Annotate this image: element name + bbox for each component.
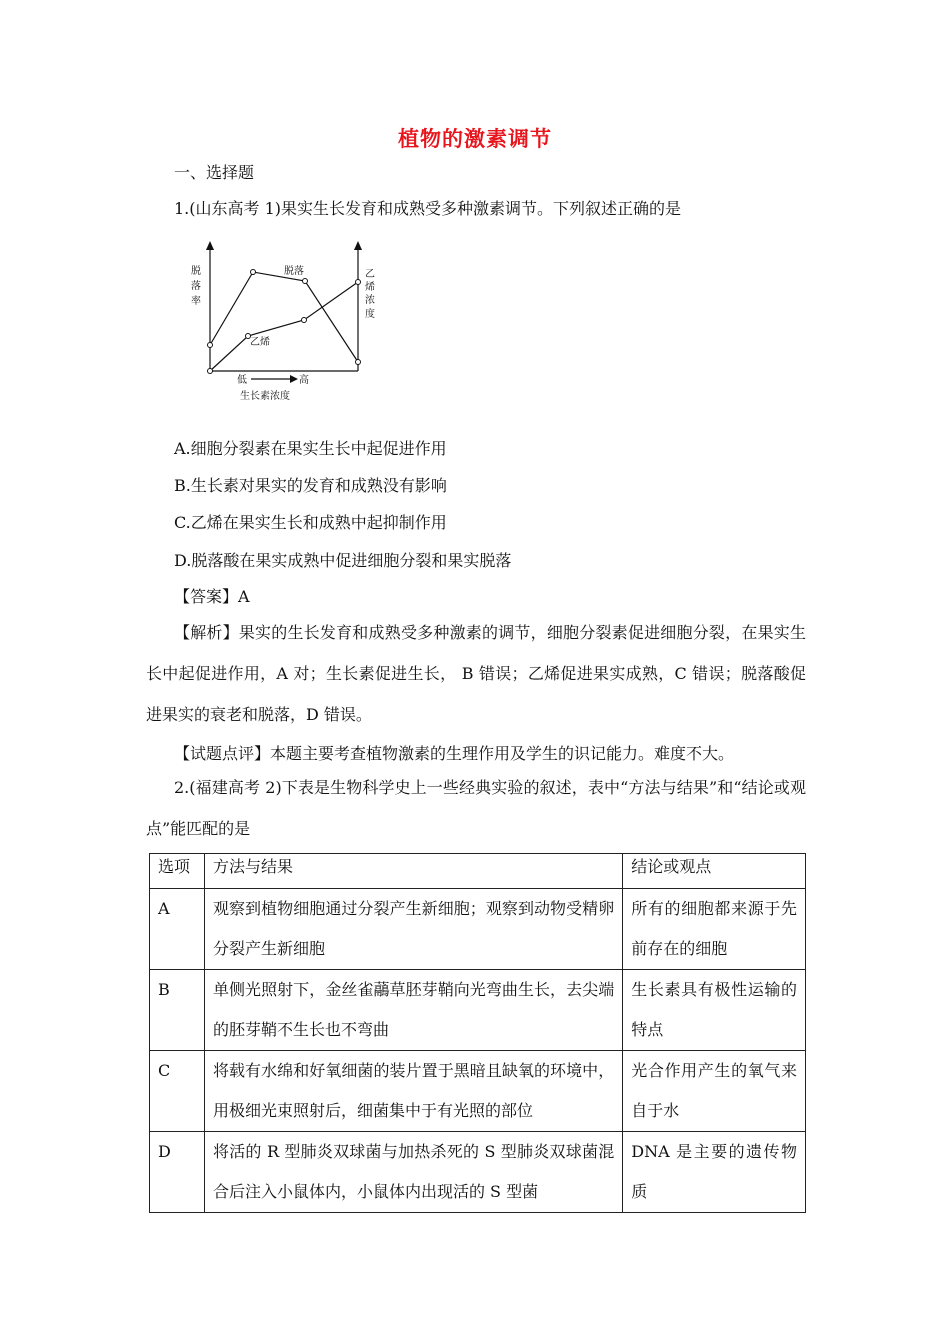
experiment-table	[149, 853, 806, 1213]
chart-point	[302, 318, 307, 323]
question-1-stem: 1.(山东高考 1)果实生长发育和成熟受多种激素调节。下列叙述正确的是	[174, 199, 682, 218]
page-title: 植物的激素调节	[398, 127, 552, 151]
chart-left-label-2: 落	[191, 281, 201, 292]
row-conclusion: 光合作用产生的氧气来自于水	[623, 1051, 806, 1132]
chart-left-label-1: 脱	[191, 266, 201, 277]
comment-line: 【试题点评】本题主要考查植物激素的生理作用及学生的识记能力。难度不大。	[174, 744, 735, 763]
header-option: 选项	[150, 854, 205, 889]
option-b: B.生长素对果实的发育和成熟没有影响	[174, 476, 447, 495]
chart-right-label-2: 烯	[365, 282, 375, 293]
chart-right-arrow-icon	[354, 241, 362, 250]
chart-drop-label: 脱落	[284, 266, 304, 277]
table-row	[150, 1051, 806, 1132]
chart-point	[303, 279, 308, 284]
chart-point	[251, 270, 256, 275]
row-conclusion: 所有的细胞都来源于先前存在的细胞	[623, 889, 806, 970]
row-option: D	[150, 1132, 205, 1213]
row-conclusion: 生长素具有极性运输的特点	[623, 970, 806, 1051]
row-method: 观察到植物细胞通过分裂产生新细胞；观察到动物受精卵分裂产生新细胞	[204, 889, 622, 970]
option-c: C.乙烯在果实生长和成熟中起抑制作用	[174, 513, 447, 532]
section-heading: 一、选择题	[174, 163, 255, 182]
chart-ethylene-curve	[210, 282, 358, 371]
table-row	[150, 970, 806, 1051]
chart-right-label-3: 浓	[365, 295, 375, 306]
chart-ethylene-label: 乙烯	[250, 337, 270, 348]
table-row	[150, 1132, 806, 1213]
row-method: 单侧光照射下，金丝雀虉草胚芽鞘向光弯曲生长，去尖端的胚芽鞘不生长也不弯曲	[204, 970, 622, 1051]
chart-x-high: 高	[299, 375, 309, 386]
header-method: 方法与结果	[204, 854, 622, 889]
table-row	[150, 889, 806, 970]
option-a: A.细胞分裂素在果实生长中起促进作用	[174, 439, 447, 458]
chart-x-direction-arrow-icon	[290, 375, 298, 383]
chart-right-label-4: 度	[365, 309, 375, 320]
row-method: 将载有水绵和好氧细菌的装片置于黑暗且缺氧的环境中，用极细光束照射后，细菌集中于有光照的部位	[204, 1051, 622, 1132]
chart-point	[208, 343, 213, 348]
row-option: B	[150, 970, 205, 1051]
row-conclusion: DNA 是主要的遗传物质	[623, 1132, 806, 1213]
chart-drop-curve	[210, 272, 358, 362]
row-option: C	[150, 1051, 205, 1132]
chart-right-label-1: 乙	[365, 269, 375, 280]
chart-x-label: 生长素浓度	[240, 391, 290, 402]
row-method: 将活的 R 型肺炎双球菌与加热杀死的 S 型肺炎双球菌混合后注入小鼠体内，小鼠体内出现活的 S 型菌	[204, 1132, 622, 1213]
auxin-ethylene-chart	[180, 240, 380, 405]
row-option: A	[150, 889, 205, 970]
option-d: D.脱落酸在果实成熟中促进细胞分裂和果实脱落	[174, 551, 512, 570]
analysis-paragraph: 【解析】果实的生长发育和成熟受多种激素的调节，细胞分裂素促进细胞分裂，在果实生长中起促进作用，A 对；生长素促进生长， B 错误；乙烯促进果实成熟，C 错误；脱落酸促进果实的衰老和脱落，D 错误。	[146, 623, 806, 724]
table-header-row	[150, 854, 806, 889]
chart-left-label-3: 率	[191, 296, 201, 307]
question-2-stem: 2.(福建高考 2)下表是生物科学史上一些经典实验的叙述，表中“方法与结果”和“结论或观点”能匹配的是	[146, 778, 806, 838]
chart-x-low: 低	[237, 375, 247, 386]
chart-left-arrow-icon	[206, 241, 214, 250]
chart-point	[356, 280, 361, 285]
chart-point	[208, 369, 213, 374]
header-conclusion: 结论或观点	[623, 854, 806, 889]
answer-line: 【答案】A	[174, 587, 250, 606]
chart-point	[356, 360, 361, 365]
